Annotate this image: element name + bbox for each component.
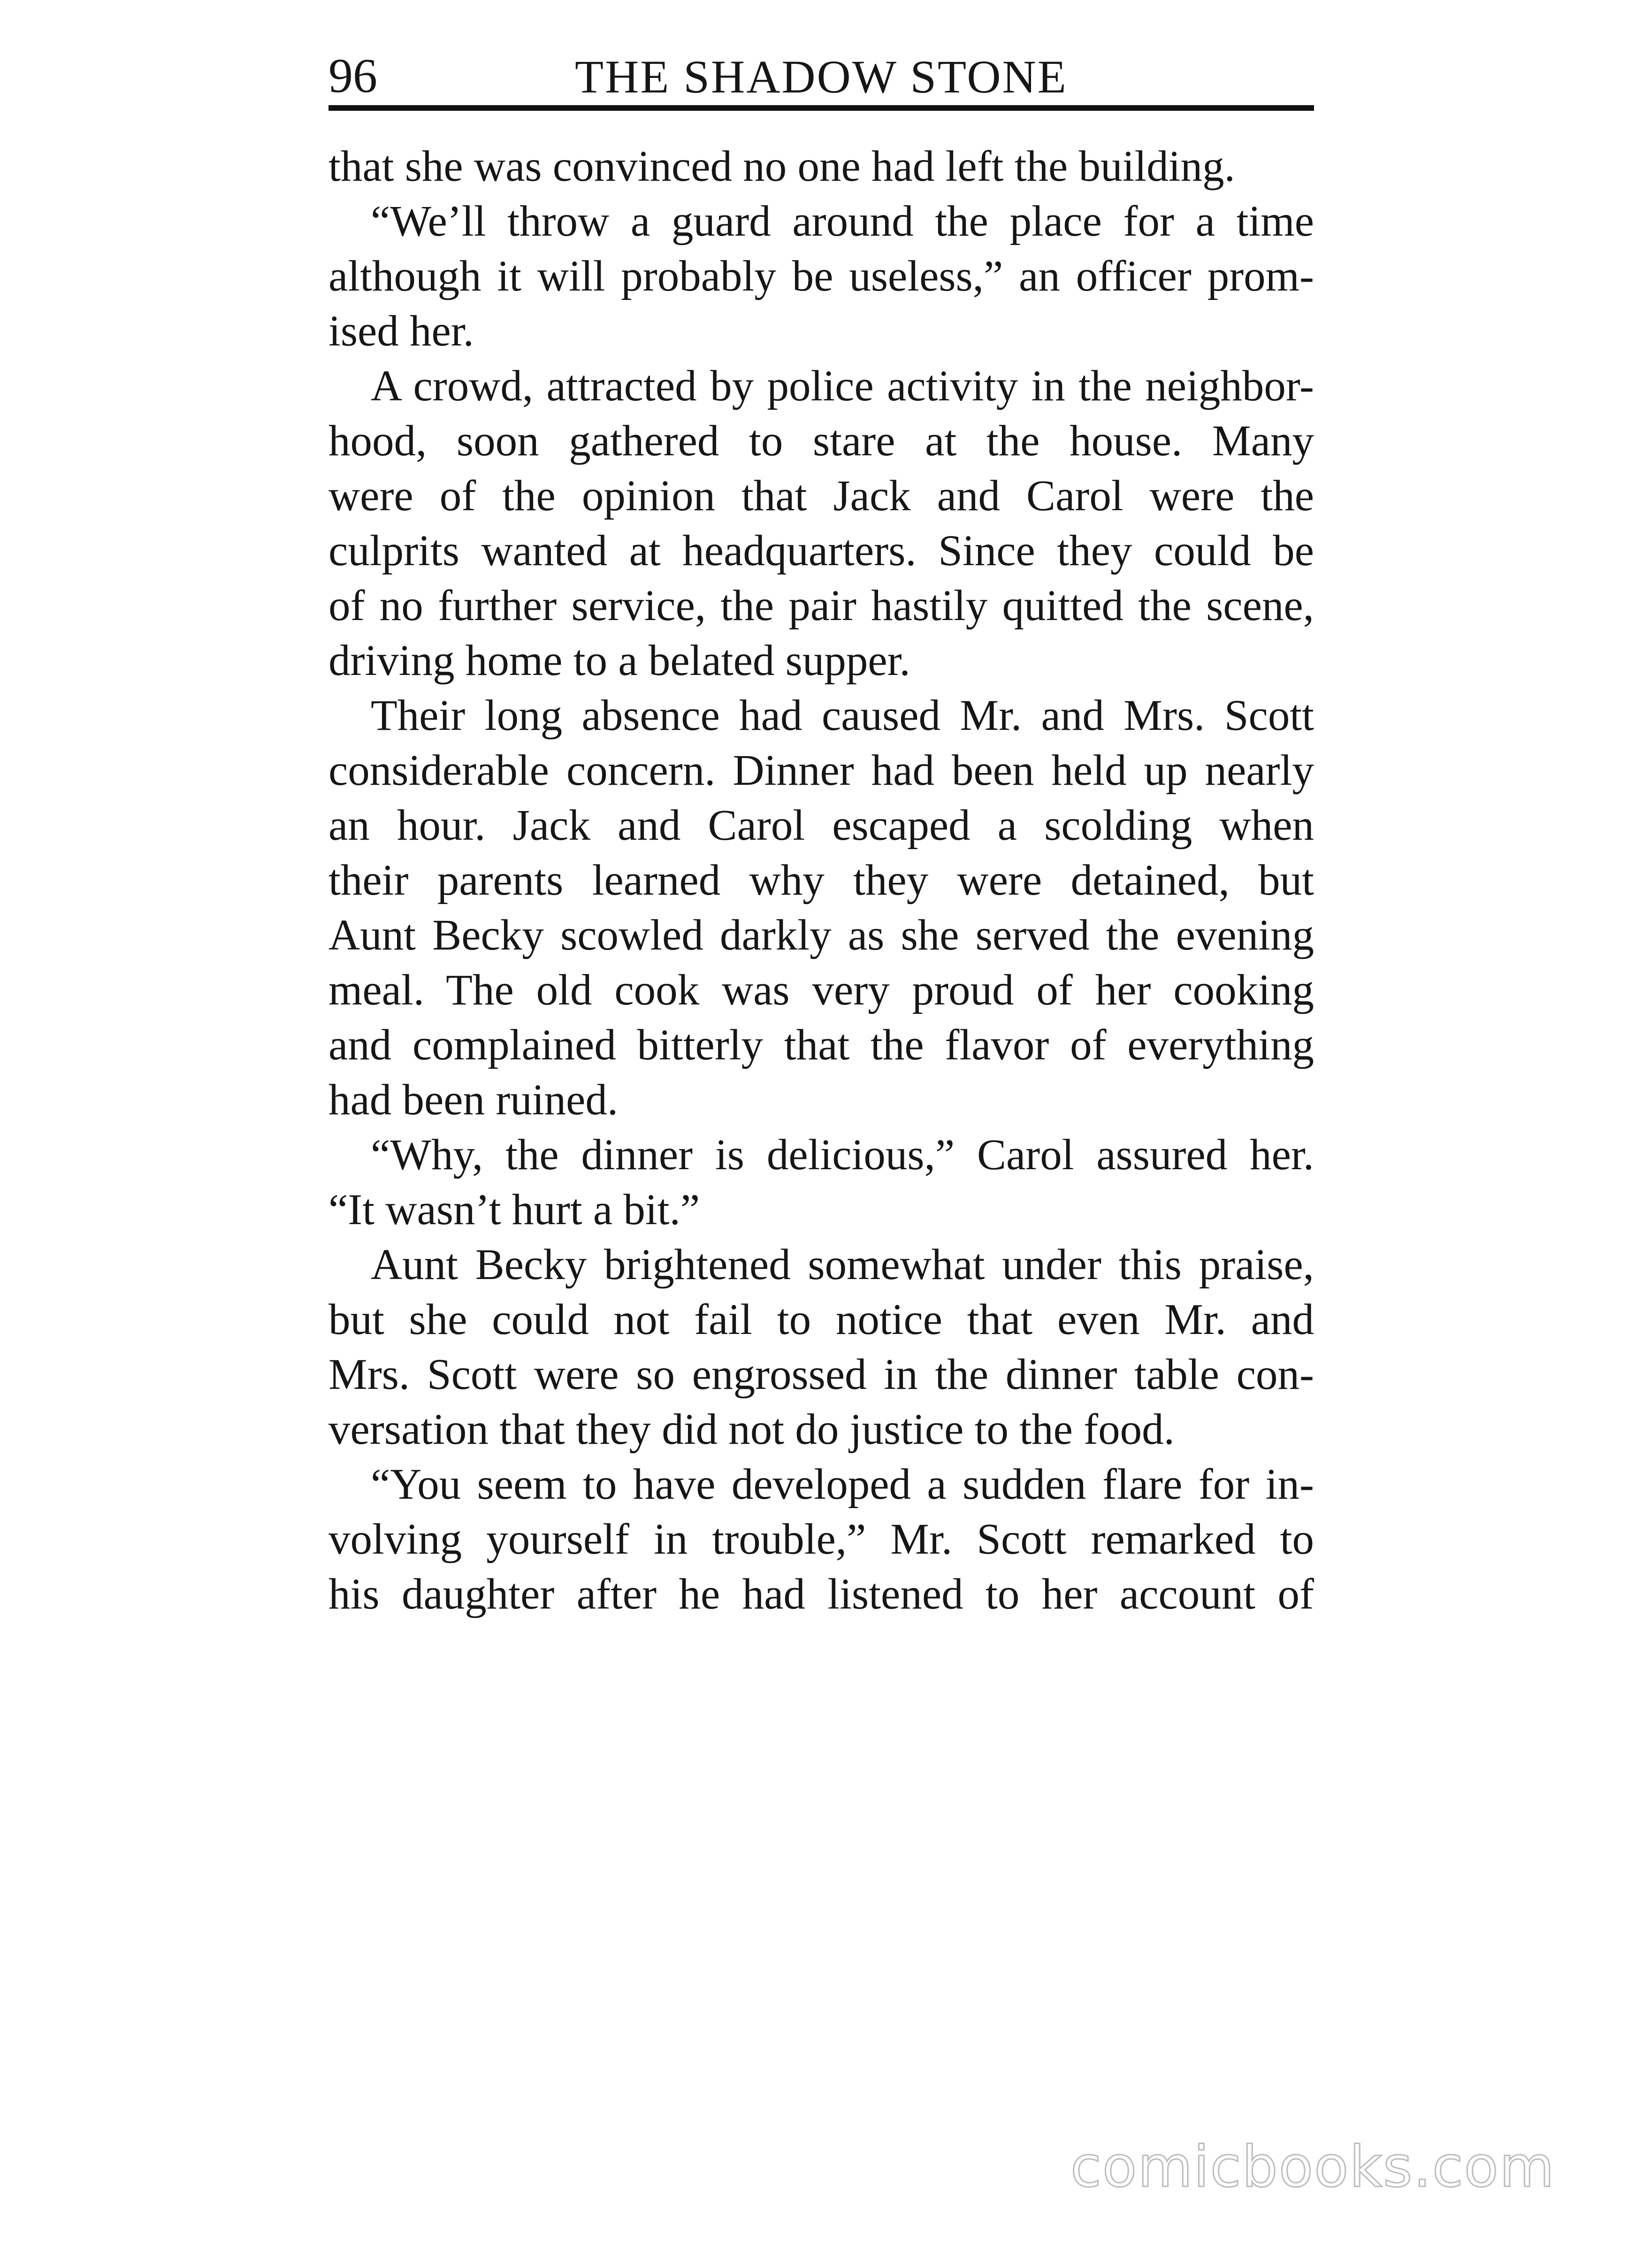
- text-line: their parents learned why they were detained, but: [329, 856, 1314, 904]
- text-line: were of the opinion that Jack and Carol were the: [329, 472, 1314, 520]
- paragraph-5: [329, 1127, 1314, 1237]
- text-line: A crowd, attracted by police activity in the neighbor-: [371, 362, 1314, 410]
- paragraph-1: [329, 139, 1314, 194]
- text-line: Aunt Becky brightened somewhat under this praise,: [371, 1241, 1314, 1289]
- text-line: and complained bitterly that the flavor of everything: [329, 1021, 1314, 1069]
- paragraph-2: [329, 194, 1314, 359]
- text-line: had been ruined.: [329, 1076, 619, 1124]
- text-line: his daughter after he had listened to her account of: [329, 1570, 1314, 1618]
- text-line: volving yourself in trouble,” Mr. Scott remarked to: [329, 1515, 1314, 1563]
- text-line: Mrs. Scott were so engrossed in the dinner table con-: [329, 1350, 1314, 1399]
- page-number: 96: [329, 49, 377, 103]
- text-line: “It wasn’t hurt a bit.”: [329, 1186, 700, 1234]
- text-line: that she was convinced no one had left the building.: [329, 142, 1235, 191]
- text-line: “Why, the dinner is delicious,” Carol assured her.: [371, 1131, 1314, 1179]
- text-line: although it will probably be useless,” an officer prom-: [329, 252, 1314, 300]
- paragraph-4: [329, 688, 1314, 1127]
- paragraph-7: [329, 1457, 1314, 1622]
- book-title: THE SHADOW STONE: [575, 51, 1068, 103]
- text-line: Their long absence had caused Mr. and Mrs. Scott: [371, 691, 1314, 740]
- running-head: [329, 45, 1314, 111]
- text-line: but she could not fail to notice that even Mr. and: [329, 1295, 1314, 1344]
- text-line: considerable concern. Dinner had been held up nearly: [329, 746, 1314, 795]
- text-line: an hour. Jack and Carol escaped a scolding when: [329, 801, 1314, 850]
- text-line: culprits wanted at headquarters. Since they could be: [329, 527, 1314, 575]
- watermark-text: comicbooks.com: [1070, 2135, 1555, 2200]
- text-line: “You seem to have developed a sudden flare for in-: [371, 1460, 1314, 1509]
- text-line: versation that they did not do justice to the food.: [329, 1405, 1175, 1454]
- text-line: driving home to a belated supper.: [329, 636, 910, 685]
- text-line: meal. The old cook was very proud of her cooking: [329, 966, 1314, 1014]
- paragraph-6: [329, 1237, 1314, 1457]
- text-line: of no further service, the pair hastily quitted the scene,: [329, 582, 1314, 630]
- paragraph-3: [329, 359, 1314, 688]
- text-line: ised her.: [329, 307, 474, 355]
- text-line: hood, soon gathered to stare at the house. Many: [329, 417, 1314, 465]
- text-line: “We’ll throw a guard around the place for a time: [371, 197, 1314, 245]
- body-text: [329, 139, 1314, 1622]
- text-line: Aunt Becky scowled darkly as she served the evening: [329, 911, 1314, 959]
